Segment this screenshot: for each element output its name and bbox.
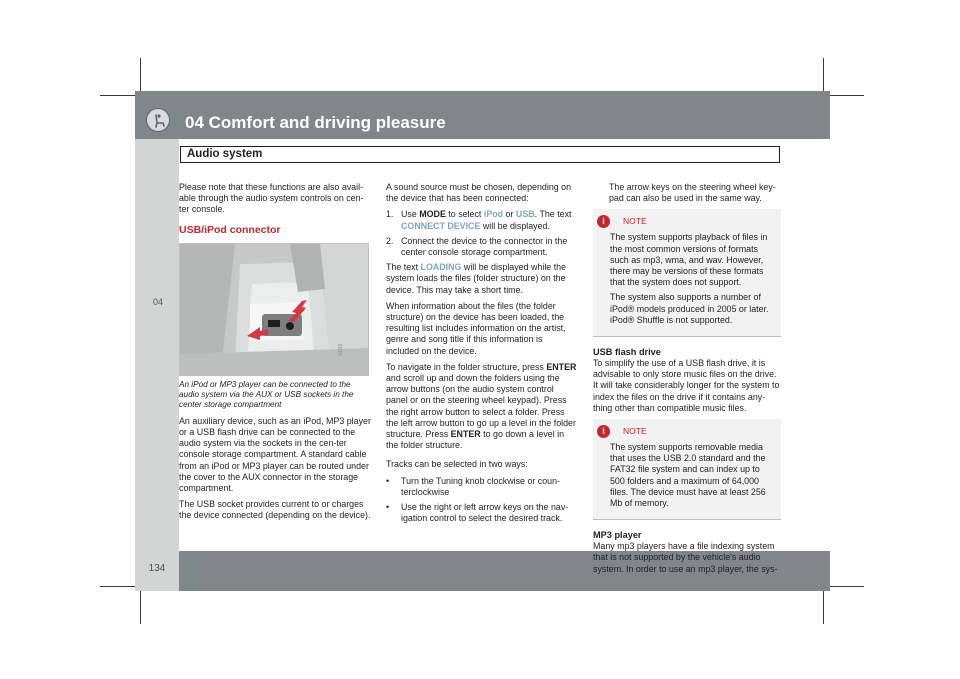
track-selection-list <box>386 476 577 525</box>
seat-icon <box>146 108 170 132</box>
mp3-player-heading: MP3 player <box>593 530 642 541</box>
note-usb-text: The system supports removable media that uses the USB 2.0 standard and the FAT32 file system and can index up to 500 folders and a maximum of 64,000 files. The device must have at least 256 Mb of memory. <box>610 442 766 509</box>
navigation-text-c: to go down a level in the folder structure. <box>386 429 565 451</box>
note-label: NOTE <box>623 216 647 227</box>
arrow-keys-text: The arrow keys on the steering wheel key-pad can also be used in the same way. <box>609 182 776 204</box>
bullet-text: Turn the Tuning knob clockwise or coun-terclockwise <box>401 475 561 497</box>
loading-text-a: The text <box>386 262 421 273</box>
bullet-text: Use the right or left arrow keys on the nav-igation control to select the desired track. <box>401 502 569 524</box>
intro-text: Please note that these functions are also avail-able through the audio system controls on cen-ter console. <box>179 182 364 215</box>
center-console-photo <box>179 243 369 376</box>
step-1-text-a: Use <box>401 209 420 220</box>
note-box-usb <box>593 419 781 520</box>
folder-info-text: When information about the files (the folder structure) on the device has been loaded, the resulting list includes information on the artist, genre and song title if this information is included on the device. <box>386 300 566 356</box>
mode-keyword: MODE <box>419 209 446 220</box>
step-1-number: 1. <box>386 209 394 220</box>
enter-keyword-2: ENTER <box>450 429 481 440</box>
note-label: NOTE <box>623 426 647 437</box>
column-2 <box>386 182 577 528</box>
step-2-number: 2. <box>386 235 394 246</box>
usb-flash-drive-text: To simplify the use of a USB flash drive, it is advisable to only store music files on the drive. It will take considerably longer for the system to index the files on the drive if it contains any-thing other than compatible music files. <box>593 358 780 413</box>
step-list <box>386 209 577 258</box>
step-1-text-d: . The text <box>534 209 572 220</box>
loading-text <box>386 262 577 296</box>
page-number: 134 <box>148 563 166 574</box>
source-intro: A sound source must be chosen, depending on the device that has been connected: <box>386 182 572 204</box>
bullet-marker: • <box>386 502 390 513</box>
note-ipod-text: The system also supports a number of iPod® models produced in 2005 or later. iPod® Shuffle is not supported. <box>610 292 769 325</box>
loading-text-b: will be displayed while the system loads the files (folder structure) on the device. This may take a short time. <box>386 262 567 295</box>
usb-socket-description: The USB socket provides current to or charges the device connected (depending on the device). <box>179 499 371 521</box>
section-title: Audio system <box>187 148 263 160</box>
bullet-marker: • <box>386 475 390 486</box>
side-chapter-number: 04 <box>152 297 163 307</box>
aux-description: An auxiliary device, such as an iPod, MP3 player or a USB flash drive can be connected to the audio system via the sockets in the cen-ter console storage compartment. A standard cable from an iPod or MP3 player can be routed under the cover to the AUX connector in the storage compartment. <box>179 415 371 494</box>
step-1 <box>386 209 577 231</box>
navigation-text-b: and scroll up and down the folders using the arrow buttons (on the audio system control panel or on the steering wheel keypad). Press the right arrow button to select a folder. Press the left arrow button to go up a level in the folder structure. Press <box>386 373 576 440</box>
column-1 <box>179 182 371 527</box>
step-2-text: Connect the device to the connector in the center console storage compartment. <box>401 235 568 258</box>
step-1-text-b: to select <box>445 209 484 220</box>
navigation-text <box>386 362 577 452</box>
enter-keyword-1: ENTER <box>546 361 577 372</box>
note-header <box>602 215 775 229</box>
usb-flash-drive-heading: USB flash drive <box>593 347 661 358</box>
info-icon: i <box>597 215 610 228</box>
note-box-formats <box>593 209 781 337</box>
step-1-text-c: or <box>503 209 516 220</box>
note-header <box>602 425 775 439</box>
navigation-text-a: To navigate in the folder structure, press <box>386 361 547 372</box>
step-2 <box>386 236 577 258</box>
usb-keyword: USB <box>515 209 535 220</box>
side-tab <box>135 139 179 551</box>
section-title-box <box>180 146 780 163</box>
usb-ipod-heading: USB/iPod connector <box>179 223 281 236</box>
ipod-keyword: iPod <box>483 209 504 220</box>
svg-text:G031: G031 <box>338 343 344 356</box>
chapter-title: 04 Comfort and driving pleasure <box>185 113 446 132</box>
info-icon: i <box>597 425 610 438</box>
connect-device-keyword: CONNECT DEVICE <box>401 220 481 231</box>
list-item <box>386 502 577 524</box>
column-3 <box>593 182 781 580</box>
step-1-text-e: will be displayed. <box>480 220 550 231</box>
list-item <box>386 476 577 498</box>
loading-keyword: LOADING <box>420 262 462 273</box>
mp3-player-text: Many mp3 players have a file indexing system that is not supported by the vehicle's audio system. In order to use an mp3 player, the sys- <box>593 541 778 574</box>
note-formats-text: The system supports playback of files in the most common versions of formats such as mp3, wma, and wav. However, there may be versions of these formats that the system does not support. <box>610 232 768 288</box>
photo-caption: An iPod or MP3 player can be connected to the audio system via the AUX or USB sockets in the center storage compartment <box>179 379 354 409</box>
tracks-intro: Tracks can be selected in two ways: <box>386 459 528 470</box>
